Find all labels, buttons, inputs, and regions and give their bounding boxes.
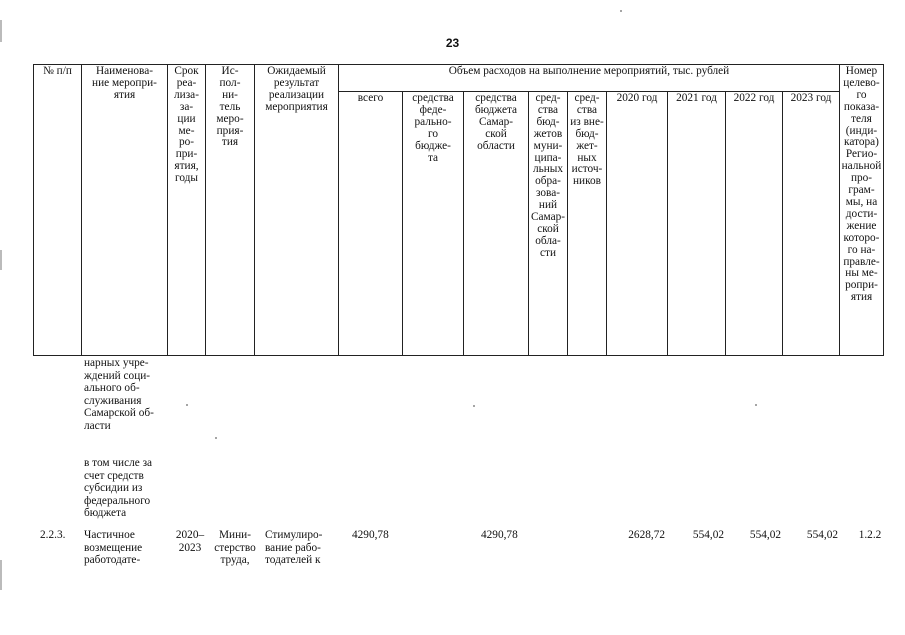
page-number: 23 xyxy=(445,36,460,50)
item-2023: 554,02 xyxy=(806,529,838,541)
item-indicator: 1.2.2 xyxy=(858,529,882,541)
scan-speck xyxy=(620,10,622,12)
item-term: 2020– 2023 xyxy=(175,529,205,554)
item-2020: 2628,72 xyxy=(628,529,665,541)
scan-speck xyxy=(473,405,475,407)
item-2022: 554,02 xyxy=(749,529,781,541)
header-2020: 2020 год xyxy=(607,92,668,356)
header-indicator: Номер целево- го показа- теля (инди- катора) Регио- нальной про- грам- мы, на дости- жение которо- го на- правле- ны ме- ропри- ятия xyxy=(840,65,884,356)
row-subsidy-note: в том числе за счет средств субсидии из федерального бюджета xyxy=(84,457,153,520)
expenses-table-header xyxy=(33,64,884,356)
header-2023: 2023 год xyxy=(783,92,840,356)
header-volume: Объем расходов на выполнение мероприятий, тыс. рублей xyxy=(339,65,840,92)
item-2021: 554,02 xyxy=(692,529,724,541)
row-continuation-text: нарных учре- ждений соци- ального об- служивания Самарской об- ласти xyxy=(84,357,154,432)
item-regional: 4290,78 xyxy=(481,529,518,541)
item-name: Частичное возмещение работодате- xyxy=(84,529,143,567)
item-number: 2.2.3. xyxy=(40,529,66,541)
scan-speck xyxy=(755,404,757,406)
header-regional: средства бюджета Самар- ской области xyxy=(464,92,529,356)
header-extra: сред- ства из вне- бюд- жет- ных источ- ников xyxy=(568,92,607,356)
header-result: Ожидаемый результат реализации мероприятия xyxy=(255,65,339,356)
header-federal: средства феде- рально- го бюдже- та xyxy=(403,92,464,356)
header-municipal: сред- ства бюд- жетов муни- ципа- льных обра- зова- ний Самар- ской обла- сти xyxy=(529,92,568,356)
scan-speck xyxy=(186,404,188,406)
item-executor: Мини- стерство труда, xyxy=(214,529,256,567)
item-result: Стимулиро- вание рабо- тодателей к xyxy=(265,529,323,567)
header-number: № п/п xyxy=(34,65,82,356)
header-2022: 2022 год xyxy=(726,92,783,356)
scan-edge-mark xyxy=(0,560,2,590)
item-total: 4290,78 xyxy=(352,529,389,541)
scan-edge-mark xyxy=(0,250,2,270)
header-executor: Ис- пол- ни- тель меро- прия- тия xyxy=(206,65,255,356)
header-2021: 2021 год xyxy=(668,92,726,356)
header-total: всего xyxy=(339,92,403,356)
header-term: Срок реа- лиза- за- ции ме- ро- при- ятия, годы xyxy=(168,65,206,356)
header-name: Наименова- ние меропри- ятия xyxy=(82,65,168,356)
scan-speck xyxy=(215,437,217,439)
